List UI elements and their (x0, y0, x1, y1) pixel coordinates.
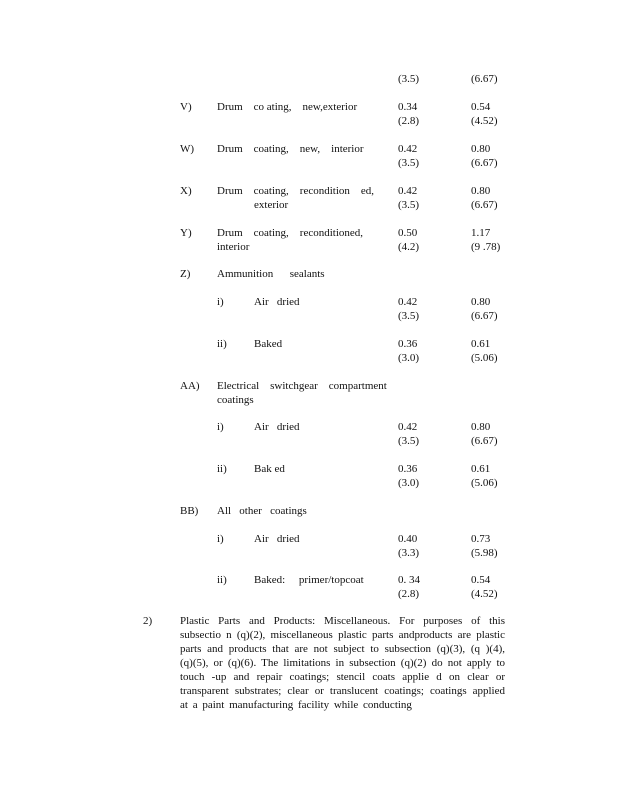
row-label-continued: coatings (217, 394, 254, 406)
top-value-1: (3.5) (398, 73, 420, 85)
row-value-2: 0.61 (471, 338, 491, 350)
row-value-1: 0.42 (398, 421, 418, 433)
row-value-1: 0.34 (398, 101, 418, 113)
row-value-1: 0.42 (398, 296, 418, 308)
row-value-1-metric: (3.5) (398, 199, 420, 211)
row-value-2: 0.80 (471, 296, 491, 308)
row-value-1: 0.36 (398, 338, 418, 350)
sub-item-label: Baked (254, 338, 283, 350)
sub-item-marker: i) (217, 533, 224, 545)
row-label: Electrical switchgear compartment (217, 380, 387, 392)
row-label: All other coatings (217, 505, 307, 517)
sub-item-label: Air dried (254, 421, 300, 433)
row-value-2-metric: (6.67) (471, 435, 498, 447)
row-label: Drum coating, new, interior (217, 143, 364, 155)
row-value-2: 0.61 (471, 463, 491, 475)
row-value-2-metric: (5.98) (471, 547, 498, 559)
row-label: Ammunition sealants (217, 268, 325, 280)
row-value-2-metric: (4.52) (471, 588, 498, 600)
row-value-2-metric: (5.06) (471, 352, 498, 364)
row-value-1-metric: (3.5) (398, 157, 420, 169)
row-value-1-metric: (2.8) (398, 588, 420, 600)
row-letter: BB) (180, 505, 199, 517)
row-value-1-metric: (3.5) (398, 310, 420, 322)
sub-item-label: Air dried (254, 533, 300, 545)
row-value-2-metric: (6.67) (471, 199, 498, 211)
row-value-1-metric: (3.0) (398, 477, 420, 489)
section-number: 2) (143, 615, 153, 627)
row-value-1-metric: (4.2) (398, 241, 420, 253)
row-value-2: 0.73 (471, 533, 491, 545)
row-letter: Z) (180, 268, 191, 280)
section-paragraph: Plastic Parts and Products: Miscellaneous. For purposes of this subsectio n (q)(2), miscellaneous plastic parts andproducts are plastic parts and products that are not subject to subsection (q)(3), (q )(4), (q)(5), or (q)(6). The limitations in subsection (q)(2) do not apply to touch -up and repair coatings; stencil coats applie d on clear or transparent substrates; clear or translucent coatings; coatings applied at a paint manufacturing facility while conducting (180, 615, 505, 711)
row-value-2-metric: (5.06) (471, 477, 498, 489)
sub-item-marker: ii) (217, 574, 227, 586)
row-value-1: 0.36 (398, 463, 418, 475)
row-value-2: 1.17 (471, 227, 491, 239)
row-label-continued: exterior (254, 199, 289, 211)
row-value-1: 0.42 (398, 185, 418, 197)
row-label-continued: interior (217, 241, 250, 253)
sub-item-marker: i) (217, 296, 224, 308)
row-value-2: 0.80 (471, 185, 491, 197)
row-value-2: 0.80 (471, 143, 491, 155)
row-letter: X) (180, 185, 192, 197)
top-value-2: (6.67) (471, 73, 498, 85)
row-value-2-metric: (6.67) (471, 157, 498, 169)
row-value-2-metric: (4.52) (471, 115, 498, 127)
row-value-1: 0.40 (398, 533, 418, 545)
sub-item-label: Air dried (254, 296, 300, 308)
row-value-2: 0.80 (471, 421, 491, 433)
row-value-1: 0. 34 (398, 574, 420, 586)
sub-item-marker: ii) (217, 338, 227, 350)
row-letter: W) (180, 143, 195, 155)
row-label: Drum coating, reconditioned, (217, 227, 364, 239)
row-letter: AA) (180, 380, 200, 392)
sub-item-label: Bak ed (254, 463, 285, 475)
sub-item-marker: i) (217, 421, 224, 433)
row-letter: V) (180, 101, 192, 113)
row-value-1-metric: (3.5) (398, 435, 420, 447)
row-value-1-metric: (2.8) (398, 115, 420, 127)
row-value-1-metric: (3.3) (398, 547, 420, 559)
row-value-1-metric: (3.0) (398, 352, 420, 364)
row-value-1: 0.42 (398, 143, 418, 155)
row-value-1: 0.50 (398, 227, 418, 239)
sub-item-label: Baked: primer/topcoat (254, 574, 364, 586)
row-letter: Y) (180, 227, 192, 239)
row-value-2-metric: (6.67) (471, 310, 498, 322)
sub-item-marker: ii) (217, 463, 227, 475)
row-value-2: 0.54 (471, 101, 491, 113)
row-label: Drum coating, recondition ed, (217, 185, 375, 197)
row-label: Drum co ating, new,exterior (217, 101, 358, 113)
row-value-2: 0.54 (471, 574, 491, 586)
row-value-2-metric: (9 .78) (471, 241, 501, 253)
